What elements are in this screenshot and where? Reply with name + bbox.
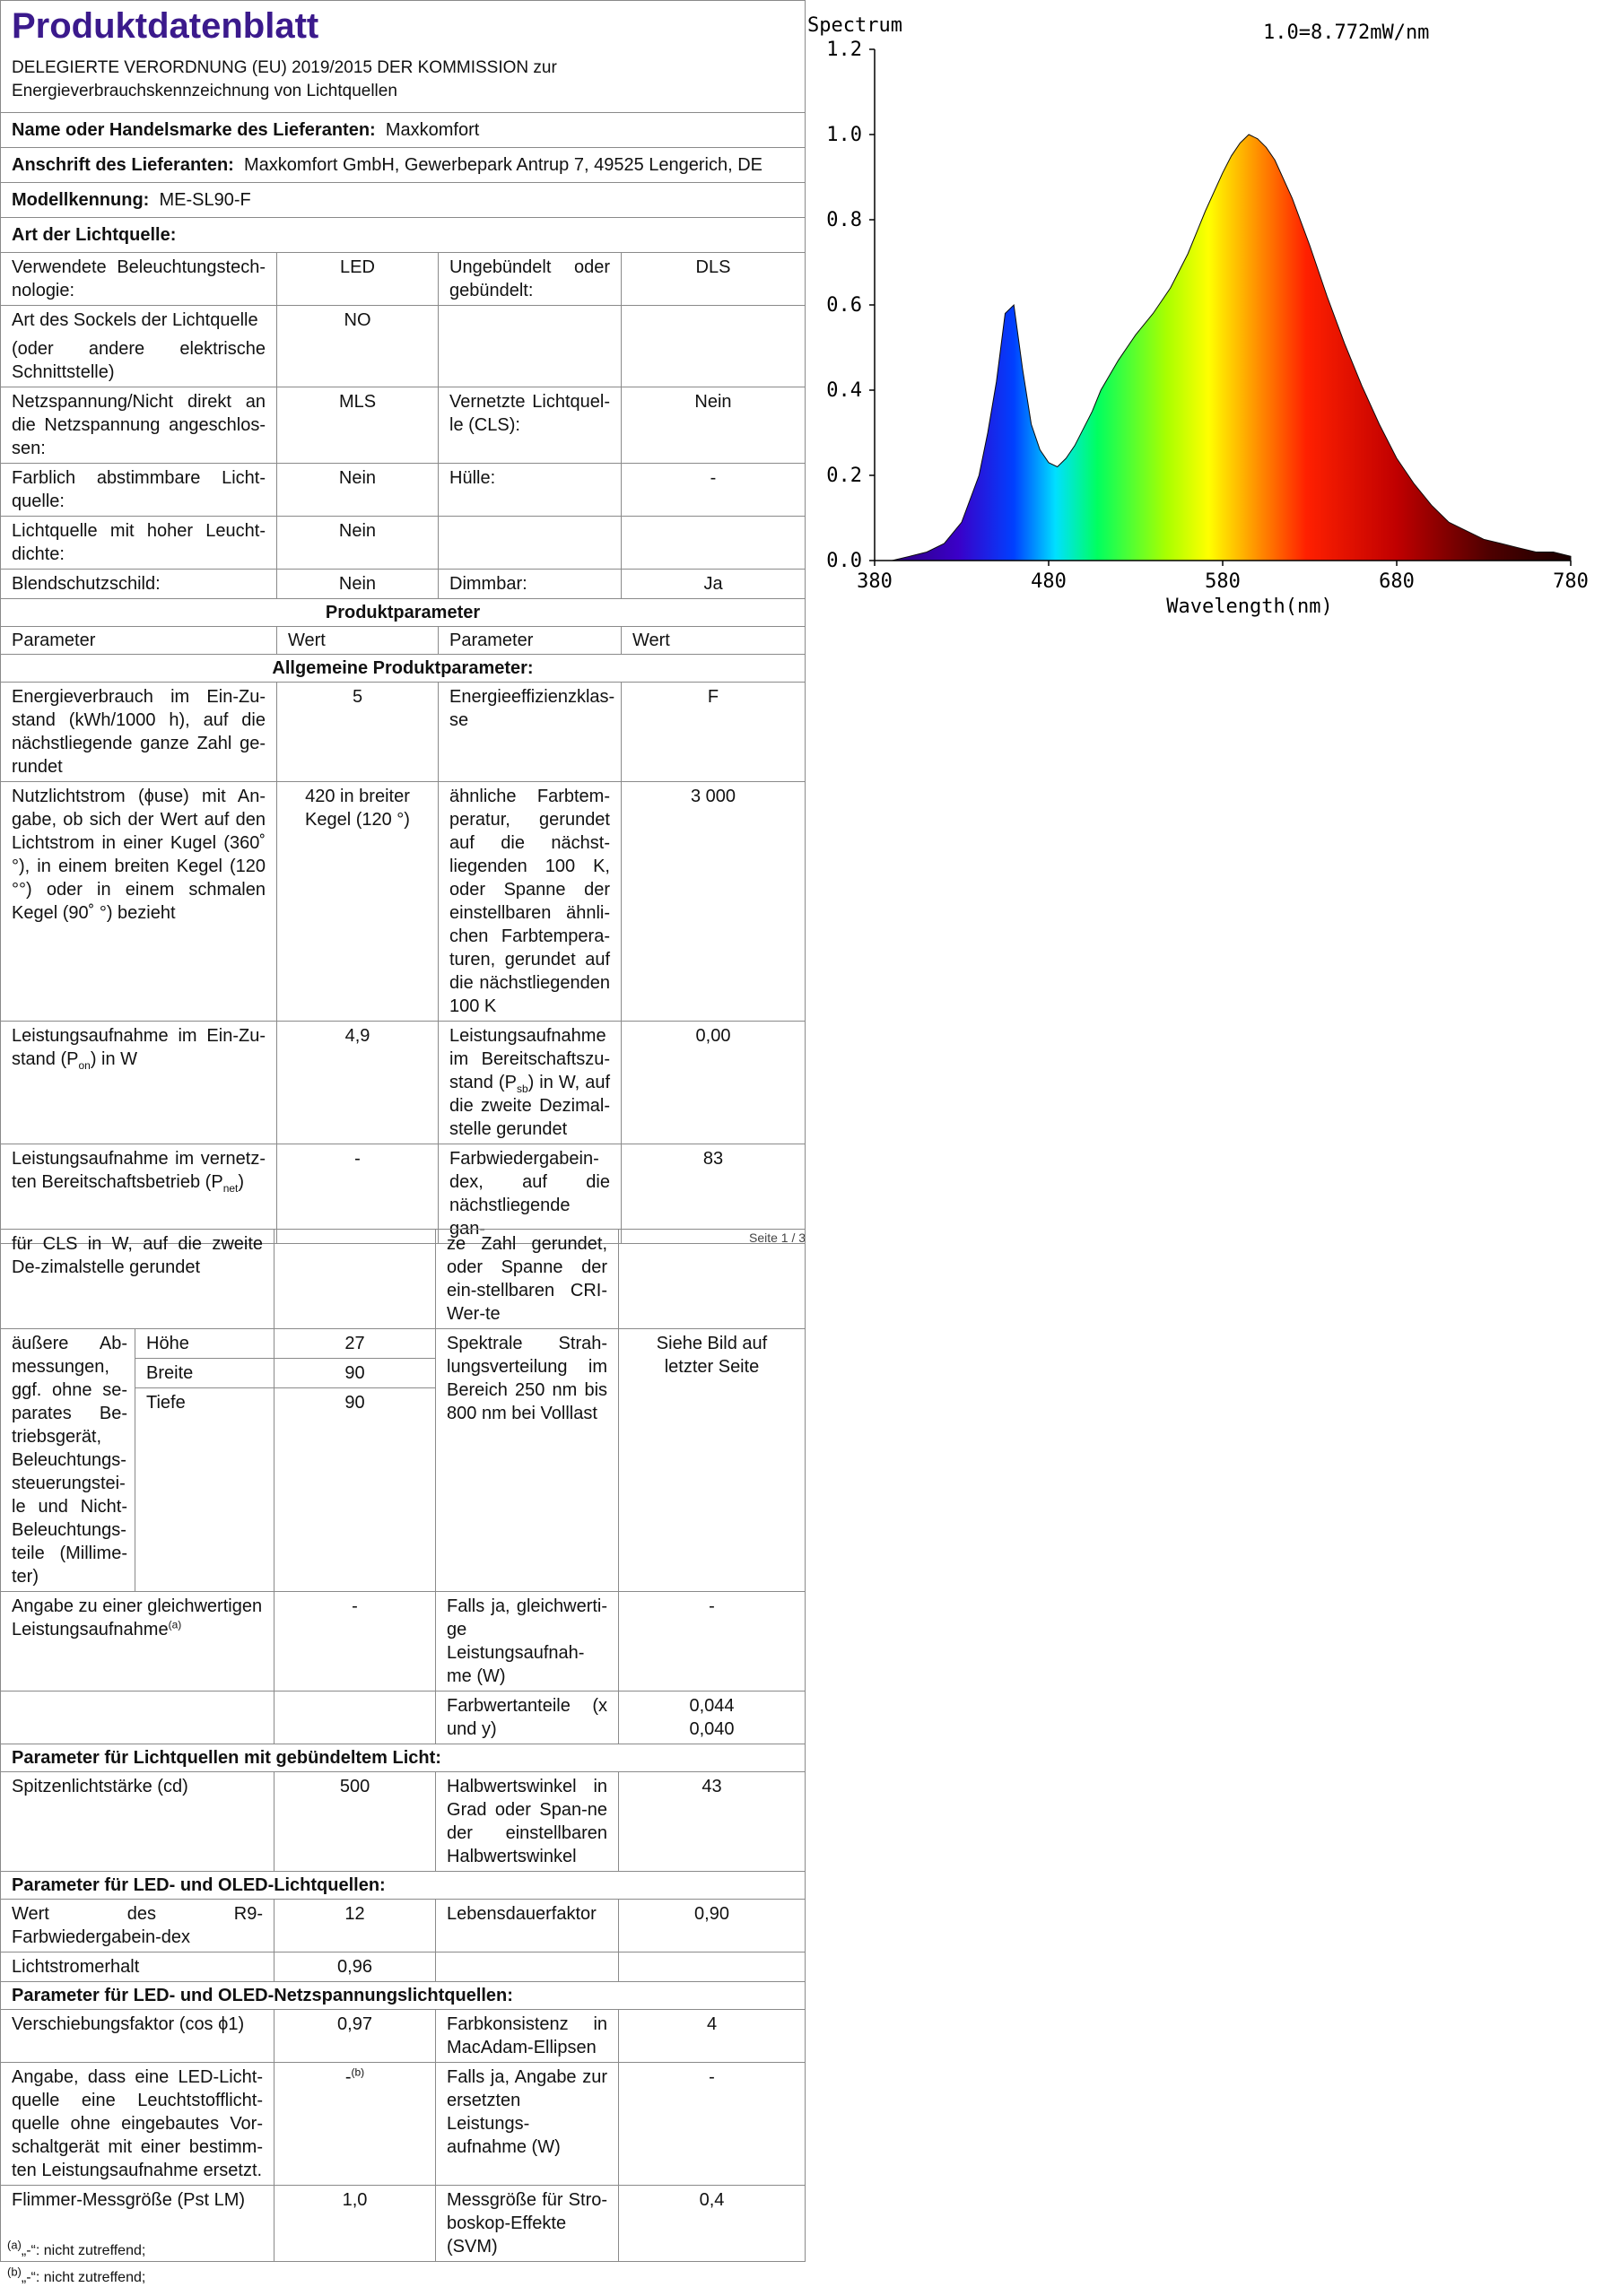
displacement-factor-label: Verschiebungsfaktor (cos ϕ1) — [1, 2010, 274, 2063]
supplier-name-label: Name oder Handelsmarke des Lieferanten: — [12, 120, 376, 140]
chromaticity-value: 0,044 0,040 — [619, 1692, 806, 1744]
stroboscopic-label: Messgröße für Stro-boskop-Effekte (SVM) — [436, 2186, 619, 2262]
directional-parameters-heading: Parameter für Lichtquellen mit gebündeltem Licht: — [1, 1744, 806, 1772]
tunable-label: Farblich abstimmbare Licht-quelle: — [1, 464, 277, 517]
chart-scale-note: 1.0=8.772mW/nm — [1263, 22, 1430, 44]
x-tick-label: 380 — [857, 570, 893, 593]
anti-glare-value: Nein — [277, 570, 439, 599]
directional-label: Ungebündelt oder gebündelt: — [439, 253, 622, 306]
standby-power-value: 0,00 — [622, 1022, 806, 1144]
param-row — [1, 1900, 806, 1952]
spectral-distribution-value: Siehe Bild auf letzter Seite — [619, 1329, 806, 1592]
beam-angle-value: 43 — [619, 1772, 806, 1872]
cls-value: Nein — [622, 387, 806, 464]
flicker-label: Flimmer-Messgröße (Pst LM) — [1, 2186, 274, 2262]
param-row — [1, 2010, 806, 2063]
tunable-value: Nein — [277, 464, 439, 517]
useful-flux-value: 420 in breiter Kegel (120 °) — [277, 782, 439, 1022]
chromaticity-label: Farbwertanteile (x und y) — [436, 1692, 619, 1744]
dimensions-row — [1, 1329, 806, 1359]
type-row — [1, 517, 806, 570]
footnote-b: $^{(b)}$„-“: nicht zutreffend; — [7, 2265, 146, 2285]
x-tick-label: 580 — [1205, 570, 1241, 593]
type-row — [1, 570, 806, 599]
networked-standby-label-cont: für CLS in W, auf die zweite De-zimalstelle gerundet — [1, 1230, 274, 1329]
technology-value: LED — [277, 253, 439, 306]
y-tick-label: 0.8 — [826, 209, 862, 231]
mains-value: MLS — [277, 387, 439, 464]
x-tick-label: 480 — [1031, 570, 1067, 593]
page-1 — [0, 0, 805, 1244]
cct-label: ähnliche Farbtem-peratur, gerundet auf die nächst-liegenden 100 K, oder Spanne der einstellbaren ähnli-chen Farbtempera-turen, gerundet auf die nächstliegenden 100 K — [439, 782, 622, 1022]
depth-label: Tiefe — [135, 1388, 274, 1592]
technology-label: Verwendete Beleuchtungstech-nologie: — [1, 253, 277, 306]
plot-area — [826, 39, 1589, 593]
param-row — [1, 1952, 806, 1982]
param-row — [1, 1772, 806, 1872]
width-value: 90 — [274, 1359, 436, 1388]
model-label: Modellkennung: — [12, 190, 150, 210]
peak-intensity-label: Spitzenlichtstärke (cd) — [1, 1772, 274, 1872]
column-header-row — [1, 627, 806, 655]
dimensions-label: äußere Ab-messungen, ggf. ohne se-parates Be-triebsgerät, Beleuchtungs-steuerungstei-le und Nicht-Beleuchtungs-teile (Millime-ter) — [1, 1329, 135, 1592]
type-row — [1, 306, 806, 387]
survival-factor-label: Lebensdauerfaktor — [436, 1900, 619, 1952]
equivalent-power-label: Angabe zu einer gleichwertigen Leistungsaufnahme$^{(a)}$ — [1, 1592, 274, 1692]
y-tick-label: 0.0 — [826, 550, 862, 572]
spectral-distribution-label: Spektrale Strah-lungsverteilung im Bereich 250 nm bis 800 nm bei Volllast — [436, 1329, 619, 1592]
led-parameters-heading: Parameter für LED- und OLED-Lichtquellen: — [1, 1872, 806, 1900]
useful-flux-label: Nutzlichtstrom (ϕuse) mit An-gabe, ob sich der Wert auf den Lichtstrom in einer Kugel (360˚ °), in einem breiten Kegel (120 °°) oder in einem schmalen Kegel (90˚ °) bezieht — [1, 782, 277, 1022]
param-row — [1, 1692, 806, 1744]
r9-label: Wert des R9-Farbwiedergabein-dex — [1, 1900, 274, 1952]
flicker-value: 1,0 — [274, 2186, 436, 2262]
y-tick-label: 1.0 — [826, 124, 862, 146]
product-parameters-heading: Produktparameter — [1, 599, 806, 627]
dimmable-value: Ja — [622, 570, 806, 599]
envelope-value: - — [622, 464, 806, 517]
param-row — [1, 1592, 806, 1692]
header-cell — [1, 1, 806, 113]
standby-power-label: Leistungsaufnahme im Bereitschaftszu-stand $(P_{sb})$ in W, auf die zweite Dezimal-stelle gerundet — [439, 1022, 622, 1144]
cri-value: 83 — [622, 1144, 806, 1244]
survival-factor-value: 0,90 — [619, 1900, 806, 1952]
param-row — [1, 2063, 806, 2186]
height-label: Höhe — [135, 1329, 274, 1359]
networked-standby-value: - — [277, 1144, 439, 1244]
networked-standby-label: Leistungsaufnahme im vernetz-ten Bereitschaftsbetrieb $(P_{net})$ — [1, 1144, 277, 1244]
fluorescent-replacement-label: Angabe, dass eine LED-Licht-quelle eine Leuchtstofflicht-quelle ohne eingebautes Vor-schaltgerät mit einer bestimm-ten Leistungsaufnahme ersetzt. — [1, 2063, 274, 2186]
x-tick-label: 780 — [1553, 570, 1589, 593]
col-header-parameter: Parameter — [1, 627, 277, 655]
equivalent-power-value: - — [274, 1592, 436, 1692]
col-header-value: Wert — [622, 627, 806, 655]
cct-value: 3 000 — [622, 782, 806, 1022]
on-mode-power-value: 4,9 — [277, 1022, 439, 1144]
high-luminance-label: Lichtquelle mit hoher Leucht-dichte: — [1, 517, 277, 570]
efficiency-class-value: F — [622, 683, 806, 782]
datasheet-table-page-1 — [0, 0, 806, 1244]
supplier-address-value: Maxkomfort GmbH, Gewerbepark Antrup 7, 49525 Lengerich, DE — [243, 155, 763, 175]
type-row — [1, 464, 806, 517]
energy-consumption-value: 5 — [277, 683, 439, 782]
mains-label: Netzspannung/Nicht direkt an die Netzspannung angeschlos-sen: — [1, 387, 277, 464]
supplier-name-value: Maxkomfort — [385, 120, 480, 140]
high-luminance-value: Nein — [277, 517, 439, 570]
supplier-address-row — [1, 148, 806, 183]
cri-label: Farbwiedergabein-dex, auf die nächstliegende gan- — [439, 1144, 622, 1244]
directional-value: DLS — [622, 253, 806, 306]
datasheet-table-page-2 — [0, 1229, 806, 2262]
page-2 — [0, 1229, 805, 2262]
param-row — [1, 1022, 806, 1144]
colour-consistency-value: 4 — [619, 2010, 806, 2063]
envelope-label: Hülle: — [439, 464, 622, 517]
col-header-value: Wert — [277, 627, 439, 655]
footnote-a: $^{(a)}$„-“: nicht zutreffend; — [7, 2238, 146, 2258]
fluorescent-replacement-value: -$^{(b)}$ — [274, 2063, 436, 2186]
energy-consumption-label: Energieverbrauch im Ein-Zu-stand (kWh/1000 h), auf die nächstliegende ganze Zahl ge-rundet — [1, 683, 277, 782]
param-row — [1, 782, 806, 1022]
param-row — [1, 683, 806, 782]
stroboscopic-value: 0,4 — [619, 2186, 806, 2262]
r9-value: 12 — [274, 1900, 436, 1952]
model-value: ME-SL90-F — [159, 190, 251, 210]
regulation-subtitle: DELEGIERTE VERORDNUNG (EU) 2019/2015 DER KOMMISSION zur Energieverbrauchskennzeichnung von Lichtquellen — [12, 58, 557, 100]
equivalent-power-if-yes-label: Falls ja, gleichwerti-ge Leistungsaufnah-me (W) — [436, 1592, 619, 1692]
x-tick-label: 680 — [1379, 570, 1415, 593]
model-row — [1, 183, 806, 218]
param-row — [1, 1230, 806, 1329]
supplier-address-label: Anschrift des Lieferanten: — [12, 155, 234, 175]
height-value: 27 — [274, 1329, 436, 1359]
cap-type-value: NO — [277, 306, 439, 387]
chart-title: Spectrum — [807, 14, 902, 37]
cap-type-label: Art des Sockels der Lichtquelle (oder andere elektrische Schnittstelle) — [1, 306, 277, 387]
colour-consistency-label: Farbkonsistenz in MacAdam-Ellipsen — [436, 2010, 619, 2063]
depth-value: 90 — [274, 1388, 436, 1592]
light-source-type-heading: Art der Lichtquelle: — [1, 218, 806, 253]
general-parameters-heading: Allgemeine Produktparameter: — [1, 655, 806, 683]
peak-intensity-value: 500 — [274, 1772, 436, 1872]
spectrum-area — [875, 135, 1571, 561]
replaced-power-value: - — [619, 2063, 806, 2186]
page-number: Seite 1 / 3 — [749, 1231, 806, 1245]
type-row — [1, 253, 806, 306]
mains-led-parameters-heading: Parameter für LED- und OLED-Netzspannungslichtquellen: — [1, 1982, 806, 2010]
lumen-maintenance-value: 0,96 — [274, 1952, 436, 1982]
on-mode-power-label: Leistungsaufnahme im Ein-Zu-stand $(P_{on})$ in W — [1, 1022, 277, 1144]
cri-label-cont: ze Zahl gerundet, oder Spanne der ein-stellbaren CRI-Wer-te — [436, 1230, 619, 1329]
type-row — [1, 387, 806, 464]
efficiency-class-label: Energieeffizienzklas-se — [439, 683, 622, 782]
equivalent-power-if-yes-value: - — [619, 1592, 806, 1692]
page-title: Produktdatenblatt — [12, 6, 319, 46]
y-tick-label: 0.6 — [826, 294, 862, 317]
beam-angle-label: Halbwertswinkel in Grad oder Span-ne der einstellbaren Halbwertswinkel — [436, 1772, 619, 1872]
width-label: Breite — [135, 1359, 274, 1388]
cls-label: Vernetzte Lichtquel-le (CLS): — [439, 387, 622, 464]
replaced-power-label: Falls ja, Angabe zur ersetzten Leistungs-aufnahme (W) — [436, 2063, 619, 2186]
spectrum-chart — [806, 0, 1612, 628]
y-tick-label: 1.2 — [826, 39, 862, 61]
col-header-parameter: Parameter — [439, 627, 622, 655]
displacement-factor-value: 0,97 — [274, 2010, 436, 2063]
y-tick-label: 0.2 — [826, 465, 862, 487]
lumen-maintenance-label: Lichtstromerhalt — [1, 1952, 274, 1982]
y-tick-label: 0.4 — [826, 379, 862, 402]
x-axis-label: Wavelength(nm) — [1166, 596, 1333, 618]
supplier-name-row — [1, 113, 806, 148]
anti-glare-label: Blendschutzschild: — [1, 570, 277, 599]
dimmable-label: Dimmbar: — [439, 570, 622, 599]
